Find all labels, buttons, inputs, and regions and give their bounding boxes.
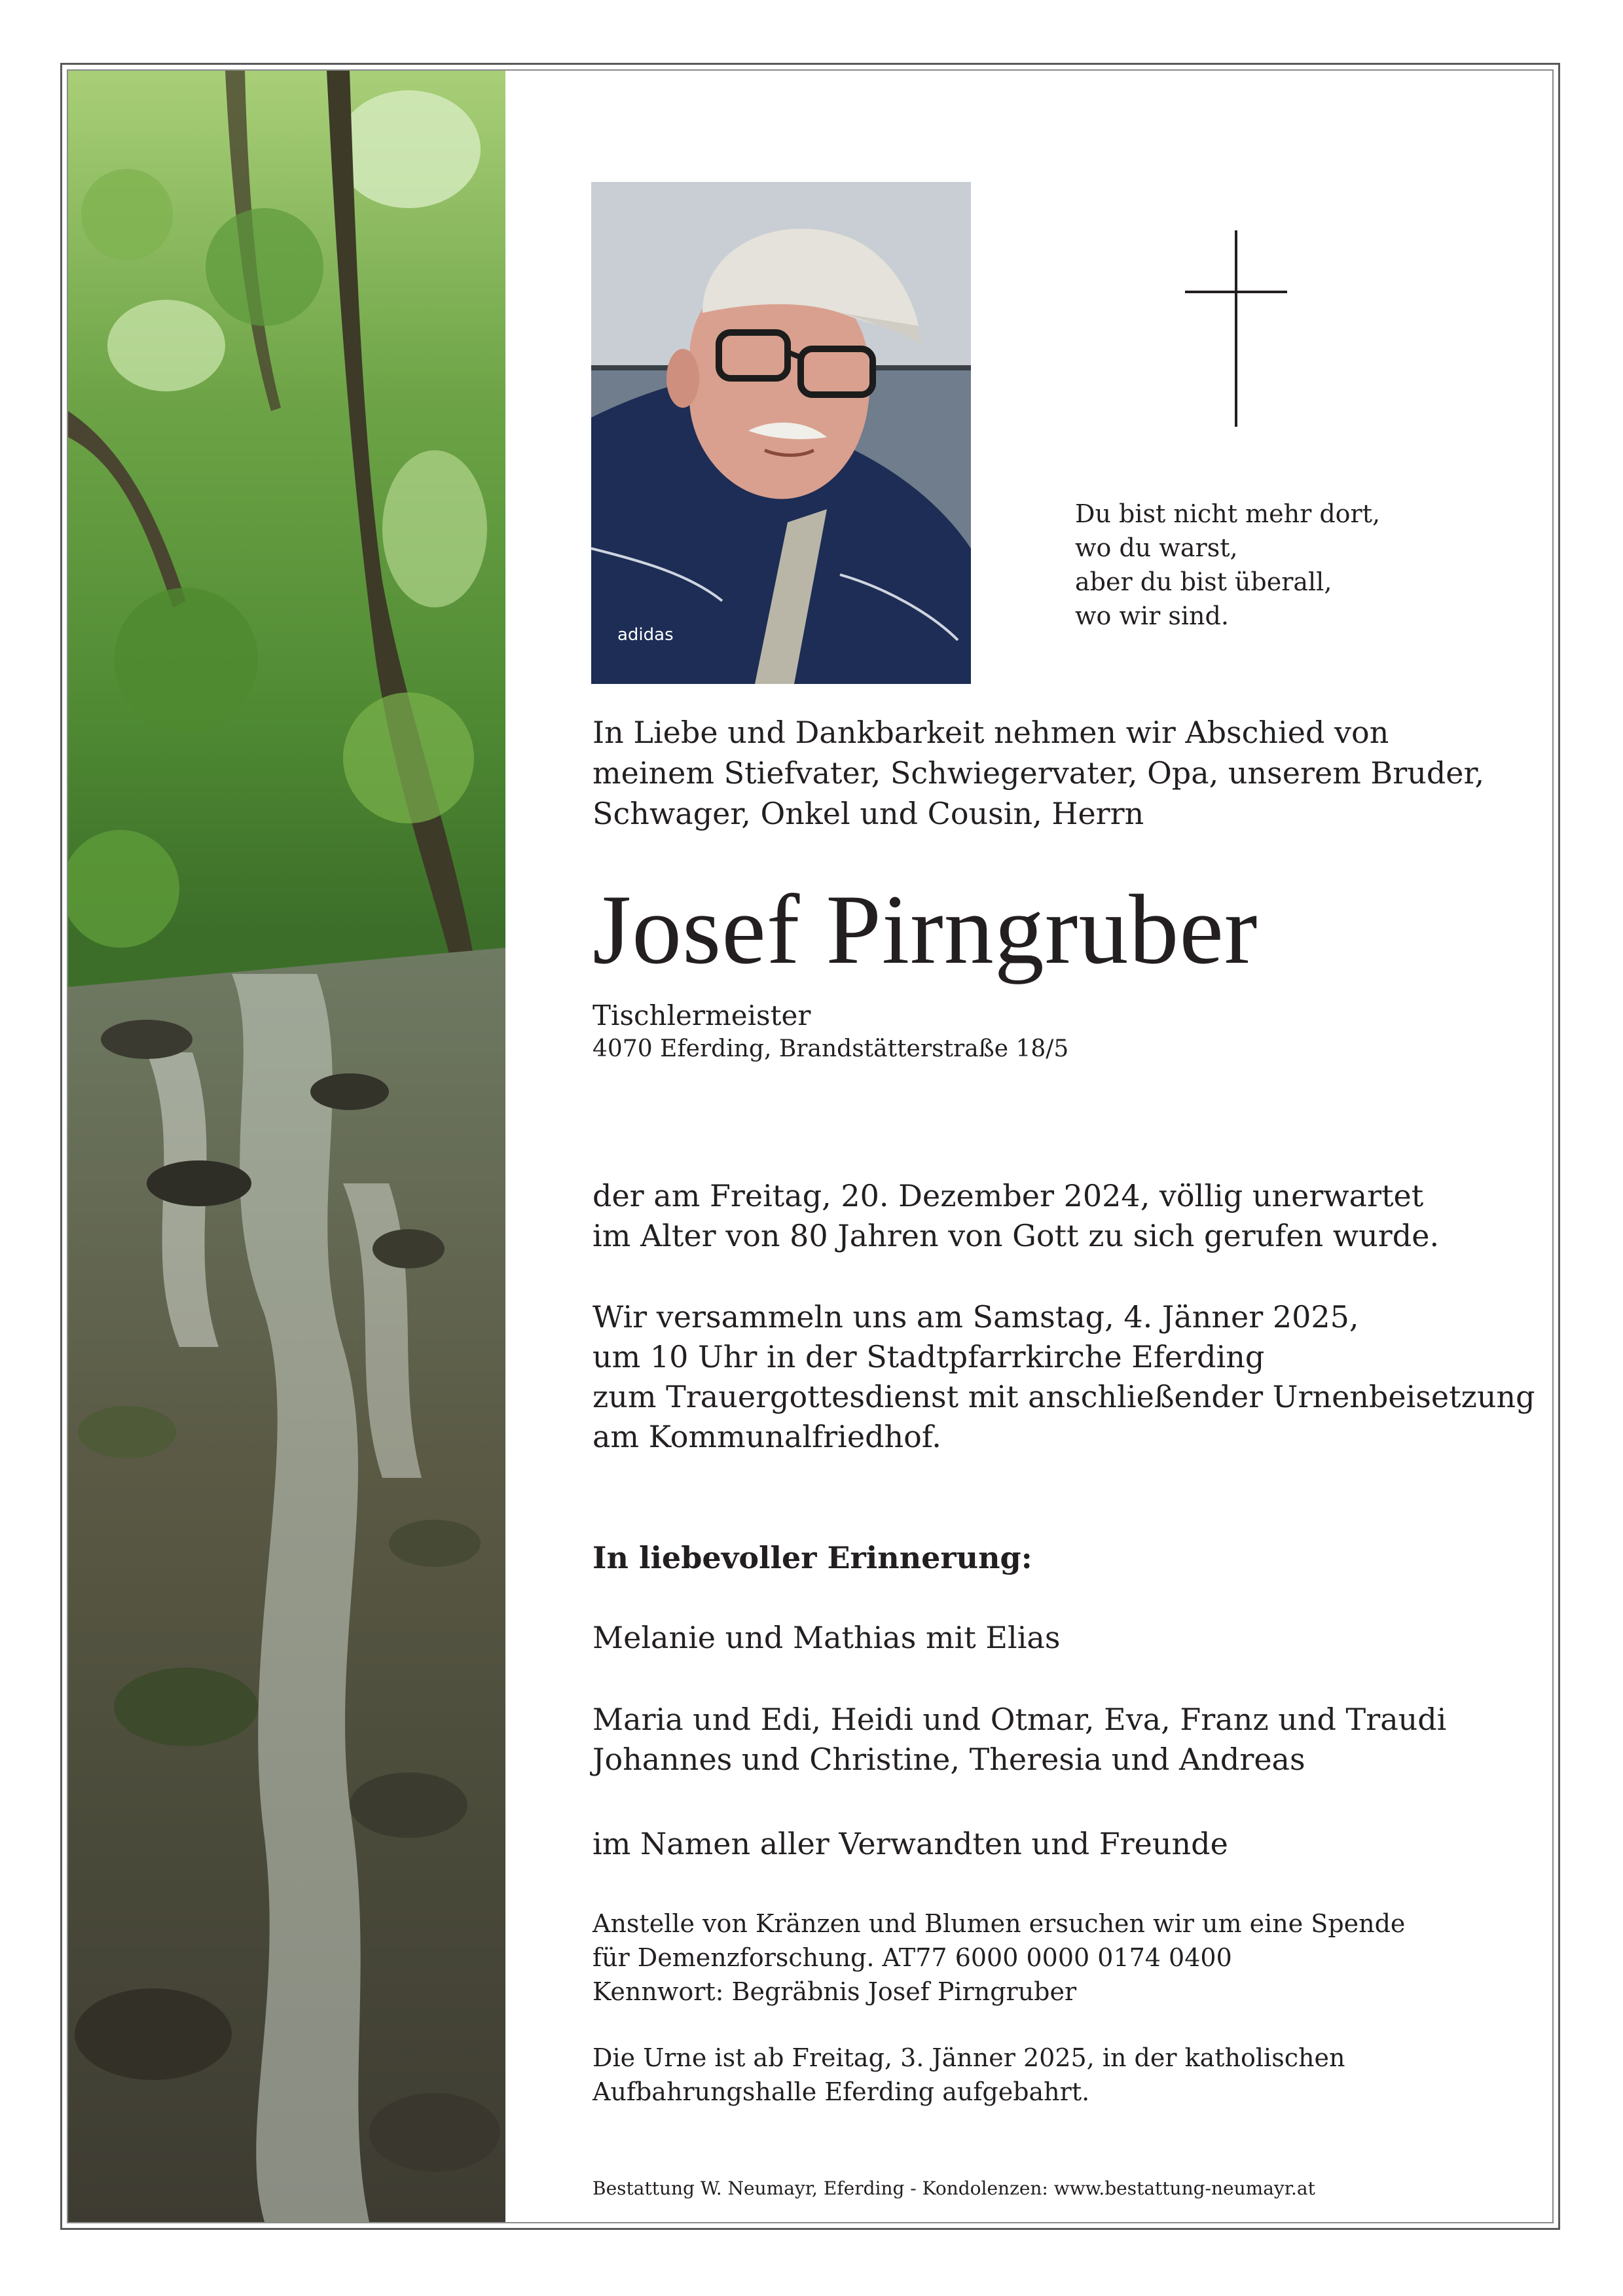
intro-line: Schwager, Onkel und Cousin, Herrn xyxy=(593,796,1144,831)
urn-notice-line: Aufbahrungshalle Eferding aufgebahrt. xyxy=(593,2077,1090,2106)
mourners-group-2 xyxy=(593,1700,1509,1780)
service-line: am Kommunalfriedhof. xyxy=(593,1419,941,1454)
verse-line: wo du warst, xyxy=(1075,533,1238,562)
urn-notice xyxy=(593,2041,1509,2109)
intro-line: In Liebe und Dankbarkeit nehmen wir Abschied von xyxy=(593,715,1389,750)
service-line: zum Trauergottesdienst mit anschließender Urnenbeisetzung xyxy=(593,1379,1535,1414)
intro-text xyxy=(593,712,1509,834)
mourners-closing: im Namen aller Verwandten und Freunde xyxy=(593,1826,1228,1861)
deceased-address: 4070 Eferding, Brandstätterstraße 18/5 xyxy=(593,1035,1069,1062)
mourners-line: Johannes und Christine, Theresia und Andreas xyxy=(593,1742,1305,1777)
mourners-heading: In liebevoller Erinnerung: xyxy=(593,1540,1032,1575)
deceased-name: Josef Pirngruber xyxy=(593,874,1258,984)
intro-line: meinem Stiefvater, Schwiegervater, Opa, unserem Bruder, xyxy=(593,755,1485,791)
donation-line: Kennwort: Begräbnis Josef Pirngruber xyxy=(593,1977,1077,2006)
mourners-group-1 xyxy=(593,1618,1509,1658)
memorial-verse xyxy=(1075,497,1481,633)
donation-line: Anstelle von Kränzen und Blumen ersuchen wir um eine Spende xyxy=(593,1909,1406,1938)
donation-line: für Demenzforschung. AT77 6000 0000 0174 0400 xyxy=(593,1943,1232,1972)
deceased-title: Tischlermeister xyxy=(593,999,811,1031)
death-notice-line: im Alter von 80 Jahren von Gott zu sich gerufen wurde. xyxy=(593,1218,1440,1253)
funeral-home-footer: Bestattung W. Neumayr, Eferding - Kondolenzen: www.bestattung-neumayr.at xyxy=(593,2178,1315,2199)
death-notice xyxy=(593,1176,1509,1256)
cross-icon xyxy=(1185,230,1287,427)
mourners-heading-block xyxy=(593,1538,1509,1577)
mourners-closing-block xyxy=(593,1824,1509,1864)
service-line: um 10 Uhr in der Stadtpfarrkirche Eferding xyxy=(593,1339,1265,1374)
verse-line: aber du bist überall, xyxy=(1075,567,1332,596)
service-info xyxy=(593,1297,1535,1457)
jacket-logo: adidas xyxy=(617,625,674,645)
deceased-name-block xyxy=(593,874,1509,985)
death-notice-line: der am Freitag, 20. Dezember 2024, völlig unerwartet xyxy=(593,1178,1424,1213)
mourners-line: Melanie und Mathias mit Elias xyxy=(593,1620,1061,1655)
verse-line: wo wir sind. xyxy=(1075,601,1229,630)
verse-line: Du bist nicht mehr dort, xyxy=(1075,499,1381,528)
service-line: Wir versammeln uns am Samstag, 4. Jänner 2025, xyxy=(593,1299,1359,1335)
urn-notice-line: Die Urne ist ab Freitag, 3. Jänner 2025, in der katholischen xyxy=(593,2043,1345,2072)
donation-request xyxy=(593,1907,1509,2009)
portrait-photo xyxy=(591,182,971,684)
forest-stream-photo xyxy=(68,71,505,2222)
deceased-details xyxy=(593,999,1509,1066)
mourners-line: Maria und Edi, Heidi und Otmar, Eva, Franz und Traudi xyxy=(593,1702,1447,1737)
